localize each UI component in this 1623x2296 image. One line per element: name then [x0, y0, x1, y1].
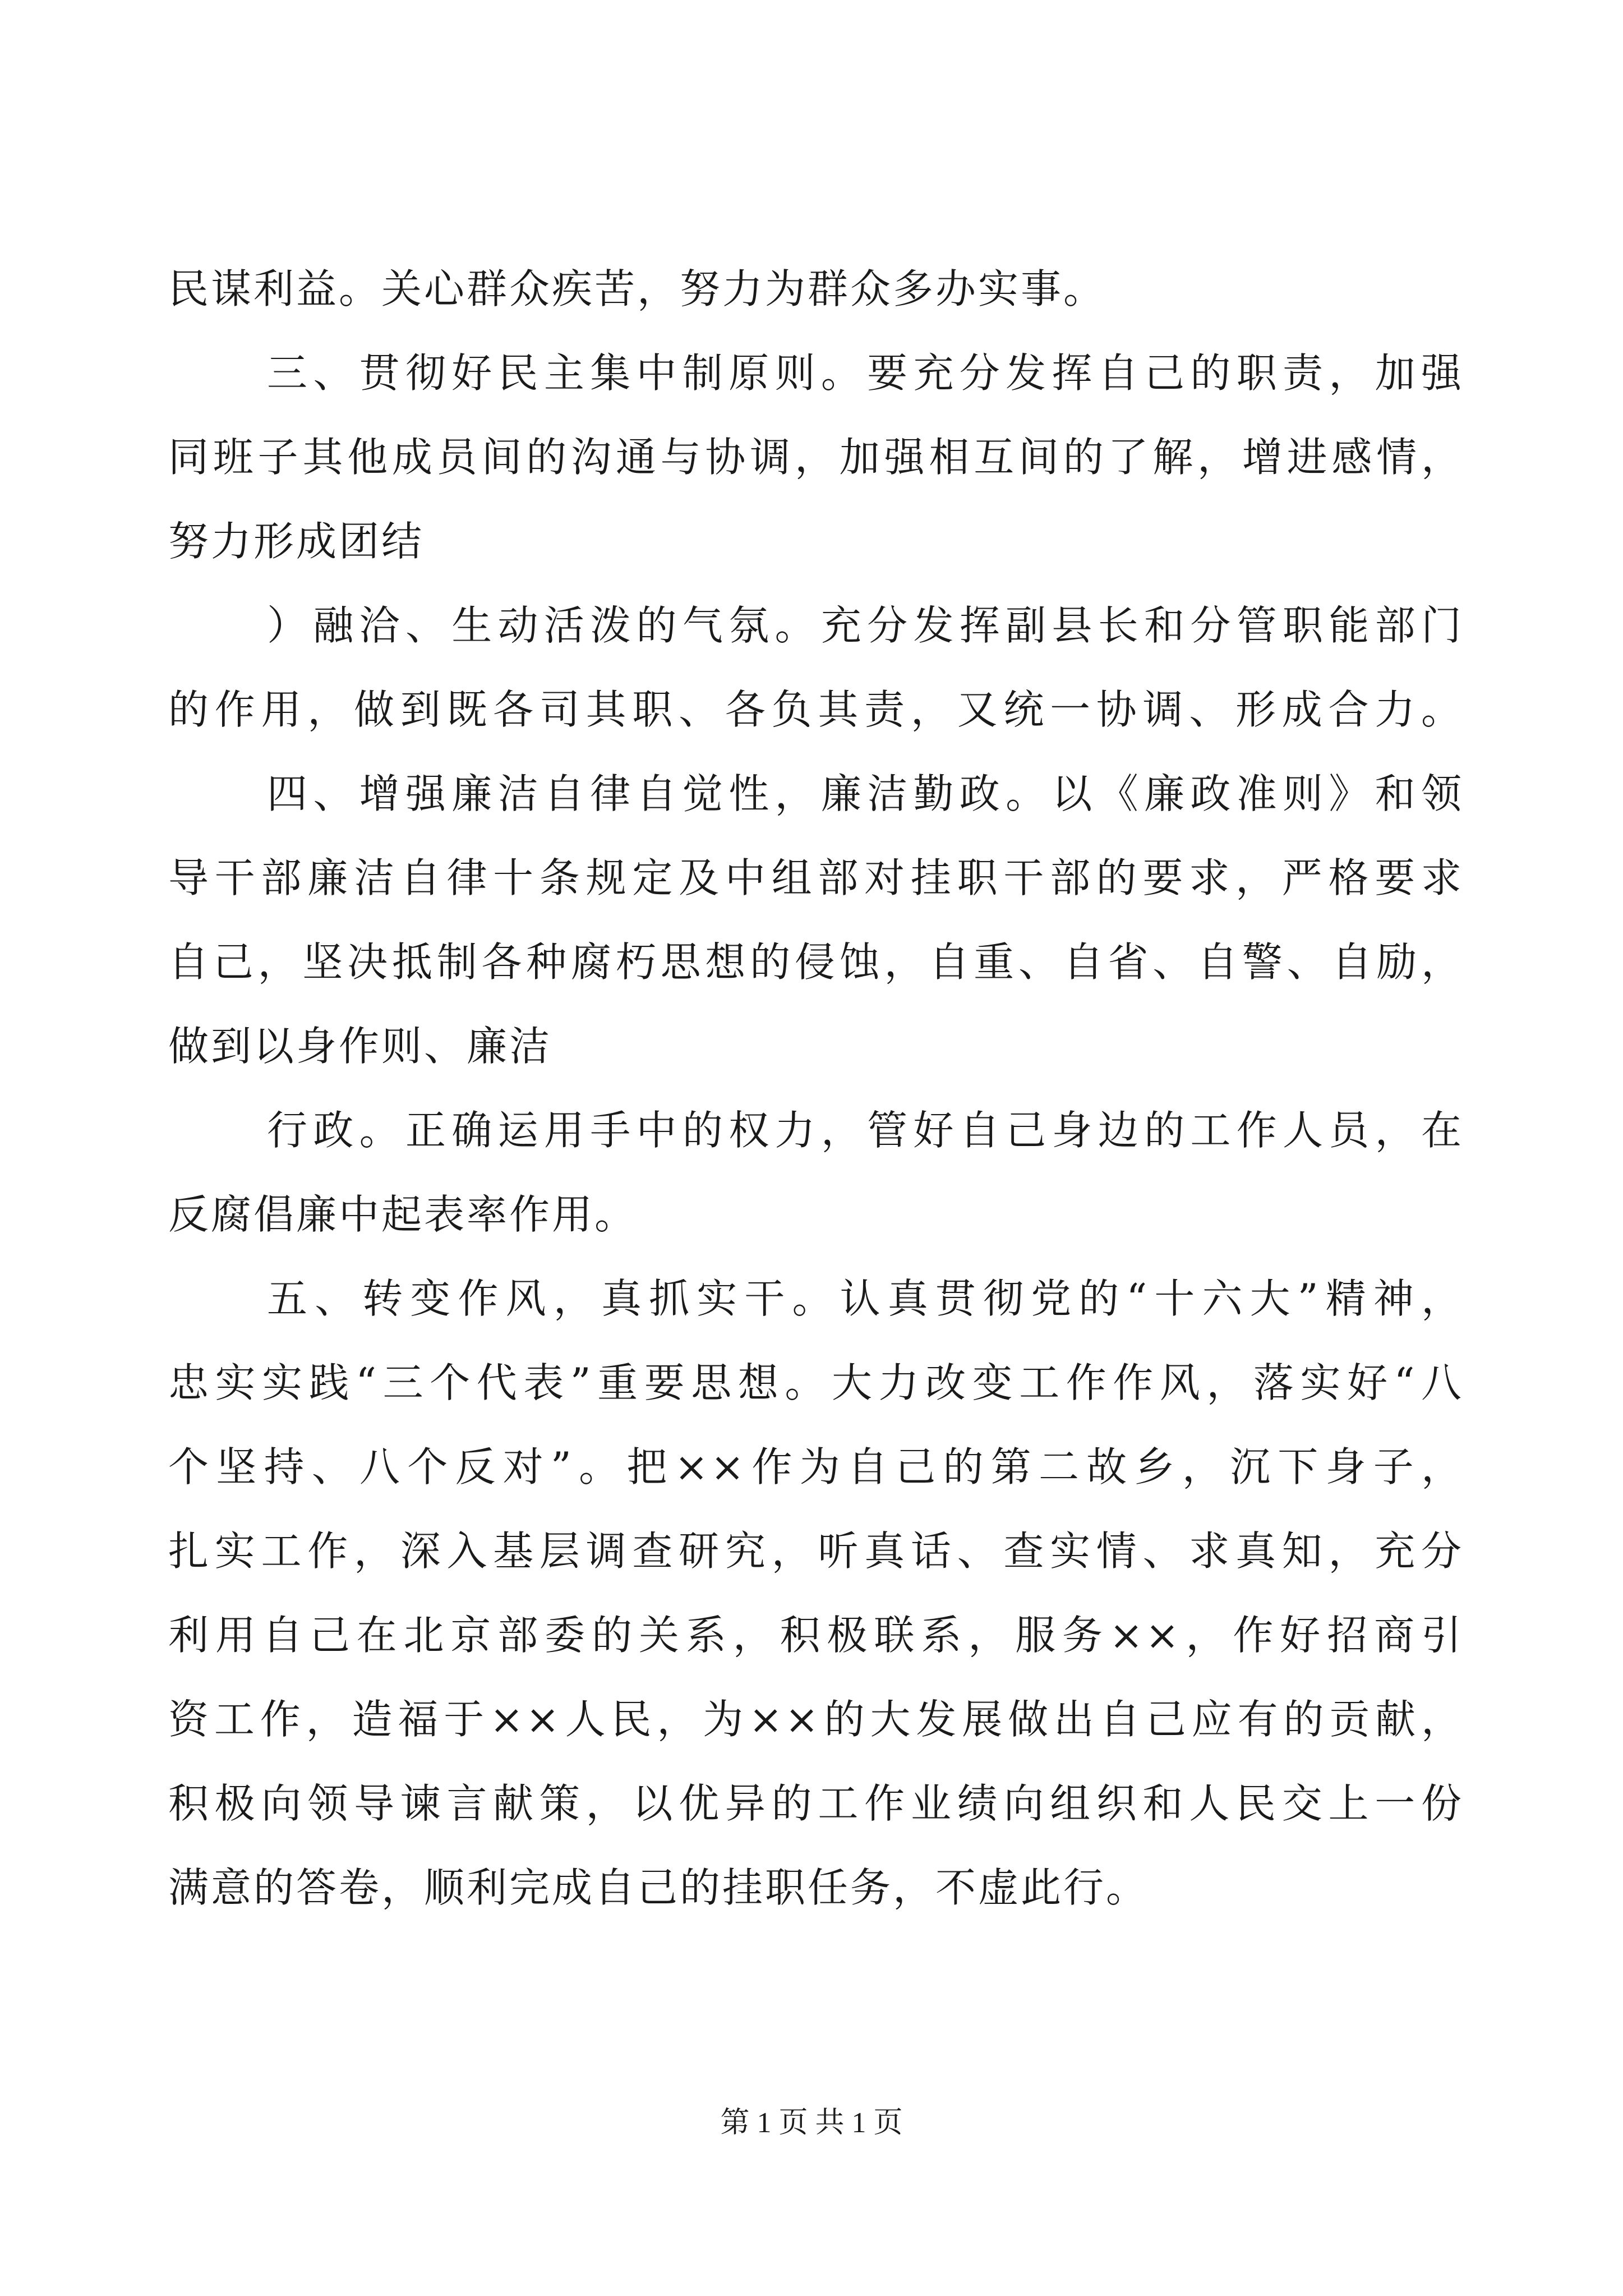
paragraph-line: 个坚持、八个反对”。把××作为自己的第二故乡，沉下身子， [168, 1443, 1464, 1490]
paragraph-line: 做到以身作则、廉洁 [168, 1023, 552, 1070]
paragraph-line: 利用自己在北京部委的关系，积极联系，服务××，作好招商引 [168, 1612, 1464, 1659]
paragraph-line: 反腐倡廉中起表率作用。 [168, 1191, 638, 1238]
paragraph-line: 同班子其他成员间的沟通与协调，加强相互间的了解，增进感情， [168, 434, 1464, 481]
document-body [168, 247, 1464, 1930]
paragraph-line: 五、转变作风，真抓实干。认真贯彻党的“十六大”精神， [267, 1275, 1464, 1322]
paragraph-line: 资工作，造福于××人民，为××的大发展做出自己应有的贡献， [168, 1696, 1464, 1743]
paragraph-line: 的作用，做到既各司其职、各负其责，又统一协调、形成合力。 [168, 686, 1464, 733]
paragraph-line: 满意的答卷，顺利完成自己的挂职任务，不虚此行。 [168, 1864, 1149, 1911]
paragraph-line: 四、增强廉洁自律自觉性，廉洁勤政。以《廉政准则》和领 [267, 770, 1464, 817]
paragraph-line: 导干部廉洁自律十条规定及中组部对挂职干部的要求，严格要求 [168, 854, 1464, 901]
paragraph-line: ）融洽、生动活泼的气氛。充分发挥副县长和分管职能部门 [267, 602, 1464, 649]
page-footer: 第 1 页 共 1 页 [720, 2107, 903, 2139]
paragraph-line: 积极向领导谏言献策，以优异的工作业绩向组织和人民交上一份 [168, 1780, 1464, 1827]
paragraph-line: 忠实实践“三个代表”重要思想。大力改变工作作风，落实好“八 [168, 1359, 1464, 1406]
paragraph-line: 扎实工作，深入基层调查研究，听真话、查实情、求真知，充分 [168, 1527, 1464, 1575]
paragraph-line: 行政。正确运用手中的权力，管好自己身边的工作人员，在 [267, 1107, 1464, 1154]
paragraph-line: 民谋利益。关心群众疾苦，努力为群众多办实事。 [168, 265, 1106, 312]
paragraph-line: 努力形成团结 [168, 518, 425, 565]
paragraph-line: 三、贯彻好民主集中制原则。要充分发挥自己的职责，加强 [267, 349, 1464, 397]
paragraph-line: 自己，坚决抵制各种腐朽思想的侵蚀，自重、自省、自警、自励， [168, 938, 1464, 986]
